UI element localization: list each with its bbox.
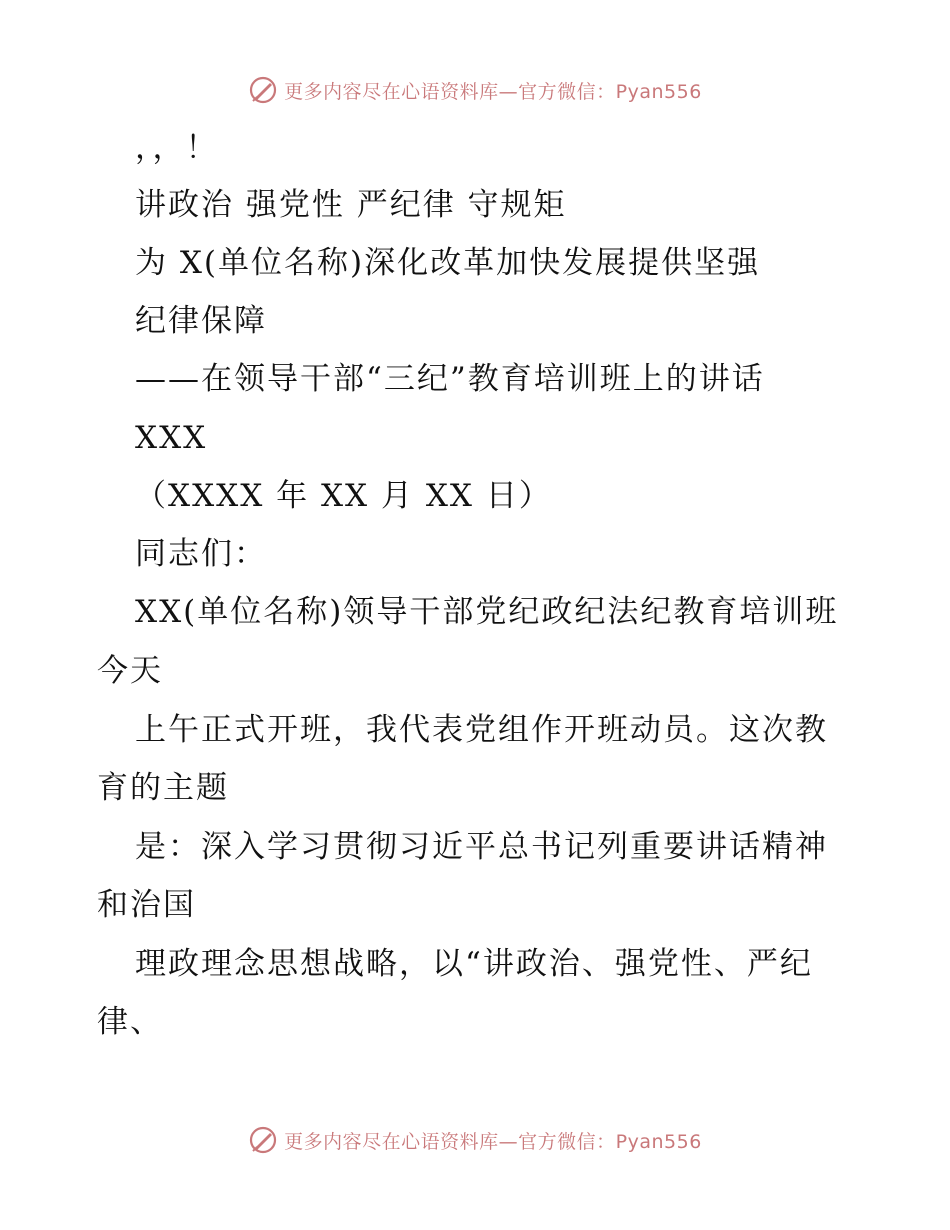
doc-date: （XXXX 年 XX 月 XX 日） [135,478,552,514]
quill-pen-logo-icon [248,1125,278,1155]
doc-body-line: 今天 [97,653,163,689]
watermark-text: 更多内容尽在心语资料库—官方微信：Pyan556 [284,80,702,103]
doc-title-line-2: 为 X(单位名称)深化改革加快发展提供坚强 [135,245,761,281]
doc-body-line: 育的主题 [97,770,229,806]
watermark-text: 更多内容尽在心语资料库—官方微信：Pyan556 [284,1130,702,1153]
doc-body-line: 理政理念思想战略，以“讲政治、强党性、严纪 [135,946,813,982]
doc-salutation: 同志们： [135,536,267,572]
doc-body-line: 和治国 [97,887,196,923]
watermark-banner-top [0,73,950,107]
watermark-banner-bottom [0,1123,950,1157]
doc-title-line-1: 讲政治 强党性 严纪律 守规矩 [135,187,567,223]
doc-subtitle: ——在领导干部“三纪”教育培训班上的讲话 [135,361,765,397]
doc-body-line: 是：深入学习贯彻习近平总书记列重要讲话精神 [135,829,828,865]
doc-body-line: XX(单位名称)领导干部党纪政纪法纪教育培训班 [135,594,839,630]
doc-title-line-3: 纪律保障 [135,303,267,339]
doc-line-punctuation: ，，！ [135,130,219,166]
doc-body-line: 律、 [97,1004,163,1040]
quill-pen-logo-icon [248,75,278,105]
doc-author: XXX [135,420,208,456]
doc-body-line: 上午正式开班，我代表党组作开班动员。这次教 [135,712,828,748]
